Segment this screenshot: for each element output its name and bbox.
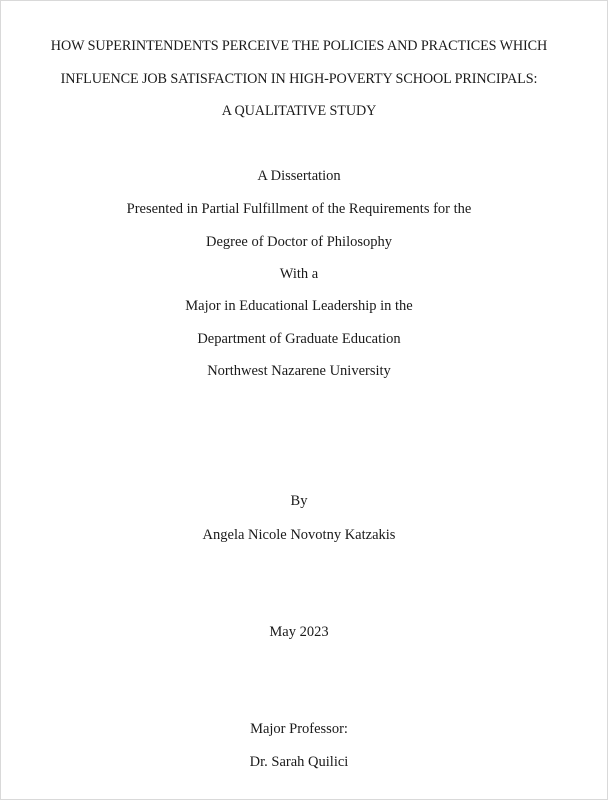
title-line-1: HOW SUPERINTENDENTS PERCEIVE THE POLICIES AND PRACTICES WHICH xyxy=(50,38,548,54)
by-label: By xyxy=(290,493,308,509)
title-line-2: INFLUENCE JOB SATISFACTION IN HIGH-POVERTY SCHOOL PRINCIPALS: xyxy=(60,71,538,87)
department-line: Department of Graduate Education xyxy=(197,331,401,347)
author-name: Angela Nicole Novotny Katzakis xyxy=(202,527,396,543)
submission-date: May 2023 xyxy=(269,624,329,640)
advisor-name: Dr. Sarah Quilici xyxy=(249,754,349,770)
document-type: A Dissertation xyxy=(257,168,341,184)
advisor-label: Major Professor: xyxy=(250,721,348,737)
title-line-3: A QUALITATIVE STUDY xyxy=(221,103,377,119)
with-a-line: With a xyxy=(279,266,319,282)
major-line: Major in Educational Leadership in the xyxy=(185,298,413,314)
university-name: Northwest Nazarene University xyxy=(207,363,391,379)
degree-name: Degree of Doctor of Philosophy xyxy=(205,234,393,250)
fulfillment-statement: Presented in Partial Fulfillment of the Requirements for the xyxy=(126,201,472,217)
